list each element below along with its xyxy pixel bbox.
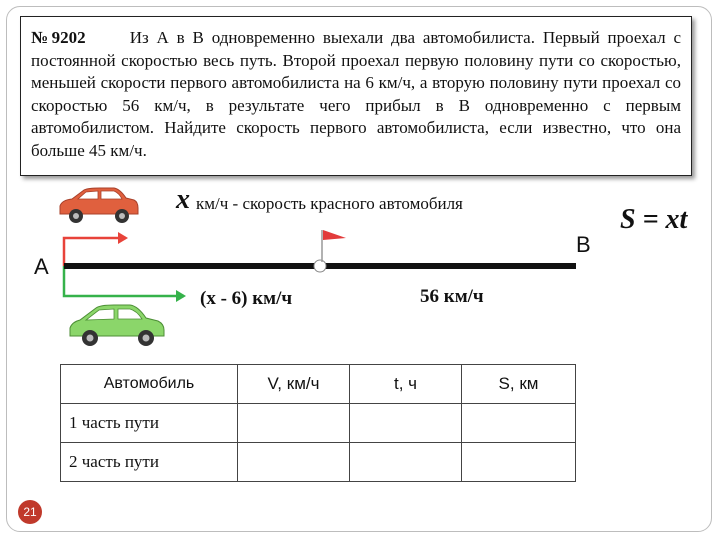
green-car-icon xyxy=(66,302,168,350)
speed-second-half: 56 км/ч xyxy=(420,286,484,307)
table-cell xyxy=(350,404,462,443)
header-distance: S, км xyxy=(462,365,576,404)
table-cell xyxy=(462,443,576,482)
table-cell xyxy=(350,443,462,482)
row-label: 2 часть пути xyxy=(61,443,238,482)
header-car: Автомобиль xyxy=(61,365,238,404)
x-description: км/ч - скорость красного автомобиля xyxy=(196,194,463,213)
header-speed: V, км/ч xyxy=(238,365,350,404)
midpoint-marker xyxy=(314,260,326,272)
problem-text: Из А в В одновременно выехали два автомобилиста. Первый проехал с постоянной скоростью весь путь. Второй проехал первую половину пути со скоростью, меньшей скорости первого автомобилиста на 6 км/ч, а вторую половину пути проехал со скоростью 56 км/ч, в результате чего прибыл в В одновременно с первым автомобилистом. Найдите скорость первого автомобилиста, если известно, что она больше 45 км/ч. xyxy=(31,28,681,160)
point-a-label: A xyxy=(34,254,49,279)
speed-first-half: (x - 6) км/ч xyxy=(200,288,293,309)
table-cell xyxy=(462,404,576,443)
formula: S = xt xyxy=(620,204,688,235)
header-time: t, ч xyxy=(350,365,462,404)
x-variable-label: x xyxy=(176,184,190,215)
table-cell xyxy=(238,404,350,443)
table-row xyxy=(61,443,576,482)
solution-table xyxy=(60,364,576,482)
slide-number-badge: 21 xyxy=(18,500,42,524)
table-header-row xyxy=(61,365,576,404)
row-label: 1 часть пути xyxy=(61,404,238,443)
green-arrow xyxy=(64,266,184,296)
flag-icon xyxy=(323,230,346,240)
point-b-label: B xyxy=(576,232,591,257)
red-arrow xyxy=(64,238,126,266)
table-row xyxy=(61,404,576,443)
table-cell xyxy=(238,443,350,482)
problem-number: №9202 xyxy=(31,28,86,47)
